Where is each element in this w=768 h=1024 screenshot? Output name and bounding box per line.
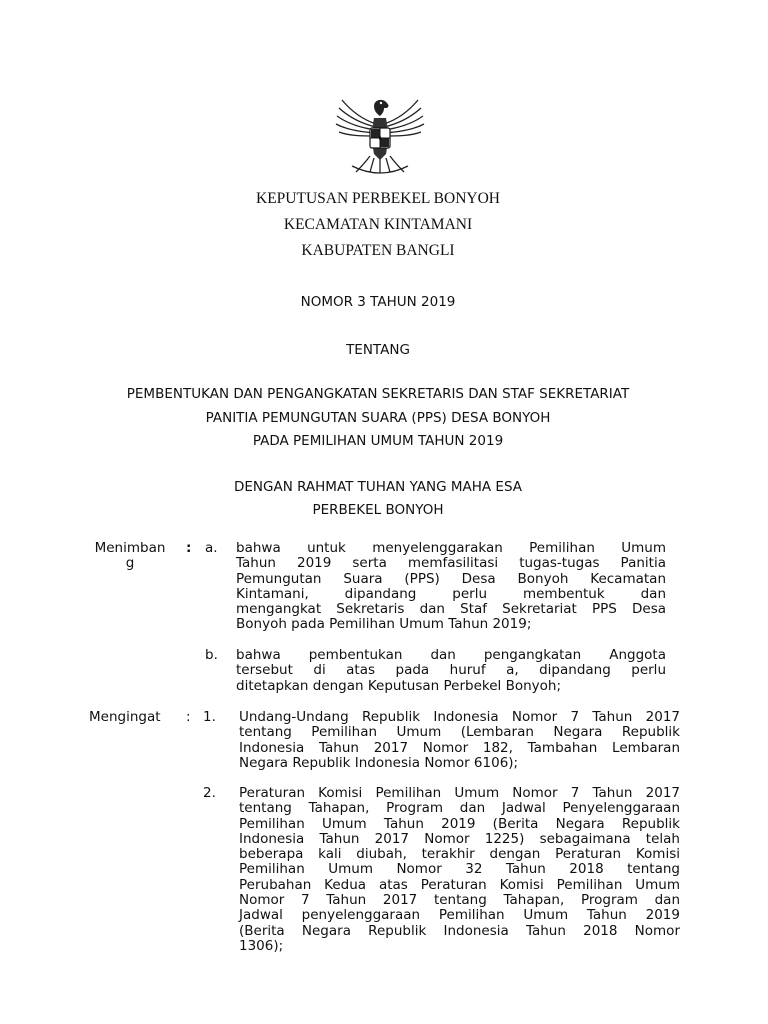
- tentang-heading: TENTANG: [346, 342, 410, 358]
- menimbang-colon: :: [186, 540, 192, 556]
- garuda-emblem-icon: [330, 94, 430, 178]
- title-line-1: KEPUTUSAN PERBEKEL BONYOH: [256, 190, 500, 207]
- title-line-3: KABUPATEN BANGLI: [301, 242, 455, 259]
- menimbang-item-a-marker: a.: [205, 540, 218, 556]
- mengingat-item-1-marker: 1.: [203, 709, 216, 725]
- blessing-line: DENGAN RAHMAT TUHAN YANG MAHA ESA: [233, 479, 523, 495]
- subject-line-1: PEMBENTUKAN DAN PENGANGKATAN SEKRETARIS DAN STAF SEKRETARIAT: [126, 386, 630, 402]
- official-title: PERBEKEL BONYOH: [312, 502, 444, 518]
- menimbang-item-b-marker: b.: [205, 647, 218, 663]
- mengingat-item-2-marker: 2.: [203, 785, 216, 801]
- menimbang-item-a-text: bahwa untuk menyelenggarakan Pemilihan Umum Tahun 2019 serta memfasilitasi tugas-tugas Panitia Pemungutan Suara (PPS) Desa Bonyoh Kecamatan Kintamani, dipandang perlu membentuk dan mengangkat Sekretaris dan Staf Sekretariat PPS Desa Bonyoh pada Pemilihan Umum Tahun 2019;: [236, 540, 666, 633]
- menimbang-label: Menimban g: [94, 540, 166, 572]
- menimbang-item-b-text: bahwa pembentukan dan pengangkatan Anggota tersebut di atas pada huruf a, dipandang perlu ditetapkan dengan Keputusan Perbekel Bonyoh;: [236, 647, 666, 694]
- mengingat-colon: :: [186, 709, 191, 725]
- title-line-2: KECAMATAN KINTAMANI: [283, 216, 473, 233]
- mengingat-label: Mengingat: [89, 709, 161, 725]
- mengingat-item-2-text: Peraturan Komisi Pemilihan Umum Nomor 7 Tahun 2017 tentang Tahapan, Program dan Jadwal Penyelenggaraan Pemilihan Umum Tahun 2019 (Berita Negara Republik Indonesia Tahun 2017 Nomor 1225) sebagaimana telah beberapa kali diubah, terakhir dengan Peraturan Komisi Pemilihan Umum Nomor 32 Tahun 2018 tentang Perubahan Kedua atas Peraturan Komisi Pemilihan Umum Nomor 7 Tahun 2017 tentang Tahapan, Program dan Jadwal penyelenggaraan Pemilihan Umum Tahun 2019 (Berita Negara Republik Indonesia Tahun 2018 Nomor 1306);: [239, 785, 680, 954]
- subject-line-2: PANITIA PEMUNGUTAN SUARA (PPS) DESA BONYOH: [205, 410, 551, 426]
- subject-line-3: PADA PEMILIHAN UMUM TAHUN 2019: [252, 433, 504, 449]
- mengingat-item-1-text: Undang-Undang Republik Indonesia Nomor 7 Tahun 2017 tentang Pemilihan Umum (Lembaran Negara Republik Indonesia Tahun 2017 Nomor 182, Tambahan Lembaran Negara Republik Indonesia Nomor 6106);: [239, 709, 680, 771]
- decree-number: NOMOR 3 TAHUN 2019: [300, 294, 456, 310]
